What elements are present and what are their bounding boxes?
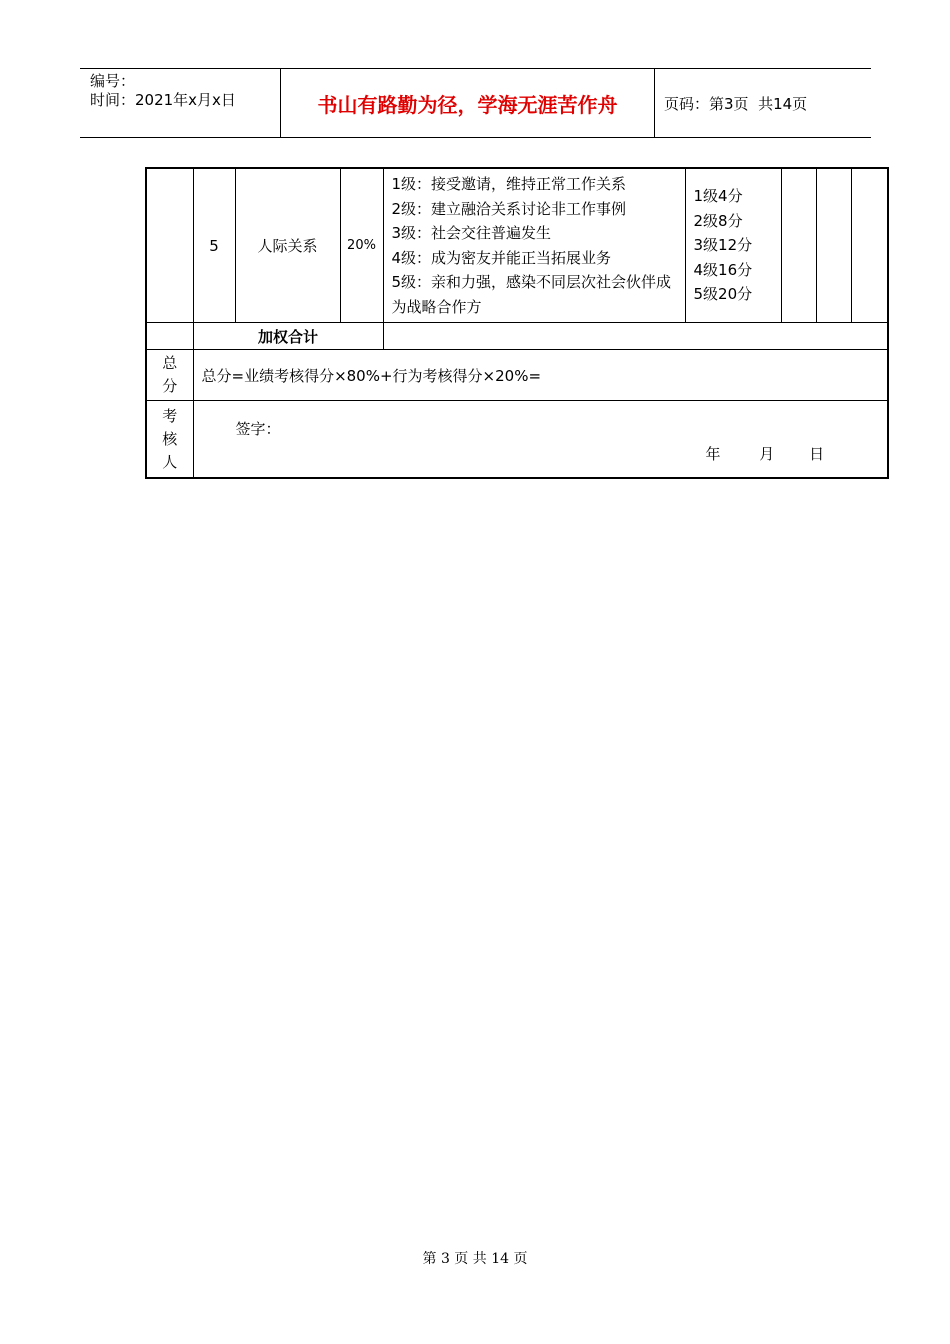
reviewer-label: 考 核 人 bbox=[146, 401, 193, 479]
score-4: 4级16分 bbox=[693, 260, 753, 279]
header-page-info: 页码：第3页 共14页 bbox=[664, 94, 808, 113]
page-footer: 第 3 页 共 14 页 bbox=[422, 1251, 528, 1267]
level-5: 5级：亲和力强，感染不同层次社会伙伴成为战略合作方 bbox=[391, 273, 672, 316]
category-cell bbox=[146, 168, 193, 323]
date-year: 年 bbox=[705, 445, 721, 463]
total-row bbox=[146, 350, 888, 401]
level-scores bbox=[685, 168, 781, 323]
total-formula: 总分=业绩考核得分×80%+行为考核得分×20%= bbox=[193, 350, 888, 401]
level-2: 2级：建立融洽关系讨论非工作事例 bbox=[391, 199, 627, 218]
weighted-total-value bbox=[383, 323, 888, 350]
number-label: 编号： bbox=[90, 72, 136, 90]
signature-date bbox=[706, 443, 825, 464]
score-5: 5级20分 bbox=[693, 285, 753, 304]
header-meta bbox=[80, 69, 281, 137]
date-month: 月 bbox=[759, 445, 775, 463]
level-descriptions bbox=[383, 168, 685, 323]
score-3: 3级12分 bbox=[693, 236, 753, 255]
header-slogan: 书山有路勤为径，学海无涯苦作舟 bbox=[281, 69, 655, 137]
weighted-total-row bbox=[146, 323, 888, 350]
row-item: 人际关系 bbox=[235, 168, 340, 323]
signature-cell bbox=[193, 401, 888, 479]
score-1: 1级4分 bbox=[693, 187, 743, 206]
evaluation-table bbox=[145, 167, 889, 479]
blank-cell bbox=[851, 168, 888, 323]
document-header bbox=[80, 68, 871, 138]
level-3: 3级：社会交往普遍发生 bbox=[391, 224, 552, 242]
weighted-total-label: 加权合计 bbox=[193, 323, 383, 350]
signature-label: 签字： bbox=[235, 420, 281, 438]
total-label: 总 分 bbox=[146, 350, 193, 401]
score-2: 2级8分 bbox=[693, 211, 743, 230]
blank-cell bbox=[146, 323, 193, 350]
level-4: 4级：成为密友并能正当拓展业务 bbox=[391, 248, 612, 267]
level-1: 1级：接受邀请，维持正常工作关系 bbox=[391, 175, 627, 193]
blank-cell bbox=[816, 168, 851, 323]
row-weight: 20% bbox=[340, 168, 383, 323]
blank-cell bbox=[781, 168, 816, 323]
reviewer-row bbox=[146, 401, 888, 479]
time-label: 时间：2021年x月x日 bbox=[90, 91, 236, 109]
row-index: 5 bbox=[193, 168, 235, 323]
date-day: 日 bbox=[809, 445, 825, 463]
table-row bbox=[146, 168, 888, 323]
